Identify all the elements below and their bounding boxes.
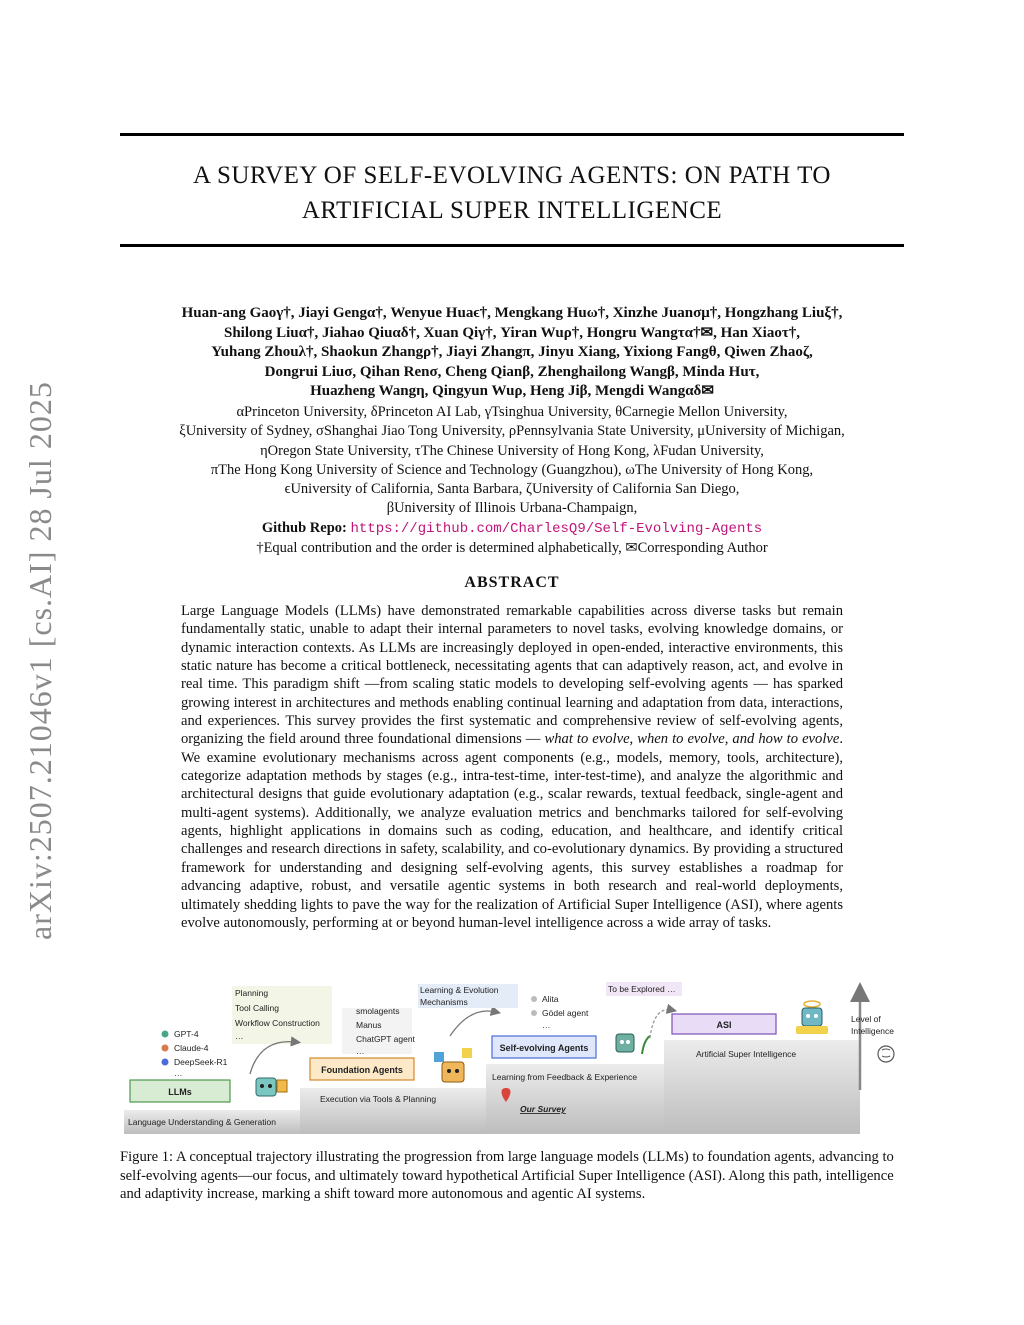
author-line: Huazheng Wangη, Qingyun Wuρ, Heng Jiβ, Mengdi Wangαδ✉ bbox=[310, 383, 714, 399]
repo-link[interactable]: https://github.com/CharlesQ9/Self-Evolving-Agents bbox=[350, 520, 763, 537]
brain-icon bbox=[878, 1046, 894, 1062]
llm-robot-icon bbox=[256, 1078, 287, 1096]
repo-line: Github Repo: https://github.com/CharlesQ9/Self-Evolving-Agents bbox=[261, 519, 763, 537]
affiliations bbox=[120, 403, 904, 558]
arrow-to-self-evolving bbox=[450, 1011, 496, 1036]
abstract-text: . We examine evolutionary mechanisms across agent components (e.g., models, memory, tools, architecture), categorize adaptation methods by stages (e.g., intra-test-time, inter-test-time), and analyze the algorithmic and architectural designs that guide evolutionary adaptation (e.g., scalar rewards, textual feedback, single-agent and multi-agent systems). Additionally, we analyze evaluation metrics and benchmarks tailored for self-evolving agents, highlight applications in domains such as coding, education, and healthcare, and identify critical challenges and research directions in safety, scalability, and co-evolutionary dynamics. By providing a structured framework for understanding and designing self-evolving agents, this survey establishes a roadmap for advancing adaptive, robust, and versatile agentic systems in both research and real-world deployments, ultimately shedding lights to pave the way for the realization of Artificial Super Intelligence (ASI), where agents evolve autonomously, performing at or beyond human-level intelligence across a wide array of tasks. bbox=[181, 731, 843, 931]
planning-item: Workflow Construction bbox=[235, 1018, 320, 1028]
agent-system-list bbox=[342, 1006, 416, 1056]
author-line: Yuhang Zhouλ†, Shaokun Zhangρ†, Jiayi Zhangπ, Jinyu Xiang, Yixiong Fangθ, Qiwen Zhaoζ, bbox=[211, 344, 813, 360]
evolving-system: Alita bbox=[542, 994, 559, 1004]
title-line-1: A SURVEY OF SELF-EVOLVING AGENTS: ON PATH TO bbox=[193, 162, 831, 189]
godel-icon bbox=[531, 1010, 537, 1016]
abstract-heading: ABSTRACT bbox=[464, 574, 560, 591]
llm-model: GPT-4 bbox=[174, 1029, 199, 1039]
author-line: Huan-ang Gaoγ†, Jiayi Gengα†, Wenyue Huaϵ†, Mengkang Huω†, Xinzhe Juanσμ†, Hongzhang Liuξ†, bbox=[181, 305, 843, 321]
affiliation-line: ξUniversity of Sydney, σShanghai Jiao Tong University, ρPennsylvania State University, μUniversity of Michigan, bbox=[179, 423, 845, 440]
agent-system: … bbox=[356, 1046, 365, 1056]
planning-item: … bbox=[235, 1031, 244, 1041]
step-label-execution: Execution via Tools & Planning bbox=[320, 1094, 437, 1104]
llm-model-list bbox=[162, 1029, 228, 1078]
alita-icon bbox=[531, 996, 537, 1002]
llms-label: LLMs bbox=[168, 1087, 192, 1097]
step-label-language: Language Understanding & Generation bbox=[128, 1117, 276, 1127]
planning-list bbox=[232, 986, 332, 1044]
affiliation-line: ϵUniversity of California, Santa Barbara, ζUniversity of California San Diego, bbox=[284, 481, 740, 498]
step-label-feedback: Learning from Feedback & Experience bbox=[492, 1072, 638, 1082]
contribution-footnote: †Equal contribution and the order is determined alphabetically, ✉Corresponding Author bbox=[256, 540, 768, 557]
figure-trajectory bbox=[120, 978, 904, 1136]
agent-system: Manus bbox=[356, 1020, 382, 1030]
paper-title bbox=[120, 158, 904, 228]
affiliation-line: αPrinceton University, δPrinceton AI Lab, γTsinghua University, θCarnegie Mellon University, bbox=[236, 404, 788, 420]
learning-title: Mechanisms bbox=[420, 997, 468, 1007]
level-label: Level of bbox=[851, 1014, 881, 1024]
title-rule-top bbox=[120, 133, 904, 136]
self-evolving-label: Self-evolving Agents bbox=[499, 1043, 589, 1053]
evolving-system: … bbox=[542, 1020, 551, 1030]
asi-robot-icon bbox=[796, 1001, 828, 1034]
step-label-asi: Artificial Super Intelligence bbox=[696, 1049, 797, 1059]
agent-system: ChatGPT agent bbox=[356, 1034, 415, 1044]
foundation-robot-icon bbox=[434, 1048, 472, 1082]
deepseek-icon bbox=[162, 1059, 169, 1066]
evolving-system-list bbox=[531, 994, 589, 1030]
figure-caption: Figure 1: A conceptual trajectory illustrating the progression from large language models (LLMs) to foundation agents, advancing to self-evolving agents—our focus, and ultimately toward hypothetical Artificial Super Intelligence (ASI). Along this path, intelligence and adaptivity increase, marking a shift toward more autonomous and agentic AI systems. bbox=[120, 1149, 894, 1202]
planning-item: Tool Calling bbox=[235, 1003, 279, 1013]
foundation-label: Foundation Agents bbox=[321, 1065, 403, 1075]
learning-title: Learning & Evolution bbox=[420, 985, 499, 995]
llm-model: DeepSeek-R1 bbox=[174, 1057, 228, 1067]
claude-icon bbox=[162, 1045, 169, 1052]
planning-item: Planning bbox=[235, 988, 269, 998]
affiliation-line: πThe Hong Kong University of Science and Technology (Guangzhou), ωThe University of Hong Kong, bbox=[210, 461, 814, 478]
repo-label: Github Repo bbox=[261, 519, 343, 536]
abstract-emphasis: what to evolve, when to evolve, and how to evolve bbox=[544, 731, 840, 748]
arxiv-identifier: arXiv:2507.21046v1 [cs.AI] 28 Jul 2025 bbox=[22, 381, 58, 940]
arrow-to-foundation bbox=[250, 1042, 296, 1074]
self-evolving-robot-icon bbox=[616, 1034, 650, 1054]
evolving-system: Gödel agent bbox=[542, 1008, 589, 1018]
asi-label: ASI bbox=[716, 1020, 732, 1030]
author-line: Dongrui Liuσ, Qihan Renσ, Cheng Qianβ, Zhenghailong Wangβ, Minda Huτ, bbox=[264, 363, 760, 380]
author-list bbox=[130, 304, 894, 402]
gpt-icon bbox=[162, 1031, 169, 1038]
title-line-2: ARTIFICIAL SUPER INTELLIGENCE bbox=[301, 197, 723, 224]
author-line: Shilong Liuα†, Jiahao Qiuαδ†, Xuan Qiγ†, Yiran Wuρ†, Hongru Wangτα†✉, Han Xiaoτ†, bbox=[223, 324, 800, 341]
title-rule-bottom bbox=[120, 244, 904, 247]
explore-label: To be Explored … bbox=[608, 984, 676, 994]
abstract-text: Large Language Models (LLMs) have demonstrated remarkable capabilities across diverse tasks but remain fundamentally static, unable to adapt their internal parameters to novel tasks, evolving knowledge domains, or dynamic interaction contexts. As LLMs are increasingly deployed in open-ended, interactive environments, this static nature has become a critical bottleneck, necessitating agents that can adaptively reason, act, and evolve in real time. This paradigm shift —from scaling static models to developing self-evolving agents — has sparked growing interest in architectures and methods enabling continual learning and adaptation from data, interactions, and experiences. This survey provides the first systematic and comprehensive review of self-evolving agents, organizing the field around three foundational dimensions — bbox=[181, 603, 843, 748]
arrow-to-asi bbox=[650, 1010, 672, 1038]
abstract-body bbox=[181, 602, 843, 932]
llm-model: Claude-4 bbox=[174, 1043, 209, 1053]
our-survey-label: Our Survey bbox=[520, 1104, 566, 1114]
level-label: Intelligence bbox=[851, 1026, 895, 1036]
affiliation-line: ηOregon State University, τThe Chinese University of Hong Kong, λFudan University, bbox=[260, 442, 764, 459]
llm-model: … bbox=[174, 1068, 183, 1078]
affiliation-line: βUniversity of Illinois Urbana-Champaign, bbox=[386, 500, 638, 517]
agent-system: smolagents bbox=[356, 1006, 400, 1016]
